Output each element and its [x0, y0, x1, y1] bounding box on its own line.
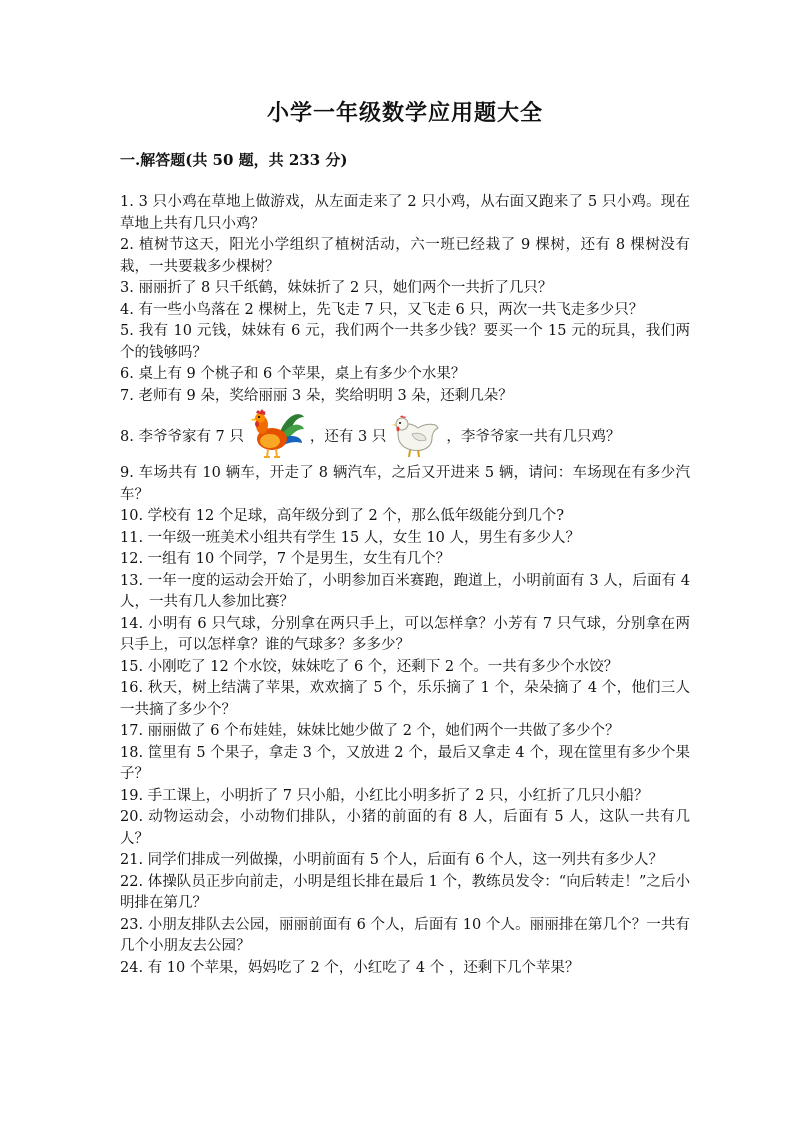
- question-7: 7. 老师有 9 朵，奖给丽丽 3 朵，奖给明明 3 朵，还剩几朵？: [120, 387, 513, 404]
- question-19: 19. 手工课上，小明折了 7 只小船，小红比小明多折了 2 只，小红折了几只小船？: [120, 787, 649, 804]
- question-12: 12. 一组有 10 个同学，7 个是男生，女生有几个？: [120, 551, 451, 567]
- question-20: 20. 动物运动会，小动物们排队，小猪的前面的有 8 人，后面有 5 人，这队一共有几人？: [120, 809, 690, 847]
- question-15: 15. 小刚吃了 12 个水饺，妹妹吃了 6 个，还剩下 2 个。一共有多少个水饺？: [120, 658, 619, 675]
- question-22: 22. 体操队员正步向前走，小明是组长排在最后 1 个，教练员发令：“向后转走！”之后小明排在第几？: [120, 873, 690, 911]
- question-3: 3. 丽丽折了 8 只千纸鹤，妹妹折了 2 只，她们两个一共折了几只？: [120, 280, 553, 296]
- question-11: 11. 一年级一班美术小组共有学生 15 人，女生 10 人，男生有多少人？: [120, 529, 581, 546]
- question-list: [120, 192, 690, 979]
- page-title: 小学一年级数学应用题大全: [266, 100, 543, 126]
- question-17: 17. 丽丽做了 6 个布娃娃，妹妹比她少做了 2 个，她们两个一共做了多少个？: [120, 723, 620, 739]
- question-16: 16. 秋天，树上结满了苹果，欢欢摘了 5 个，乐乐摘了 1 个，朵朵摘了 4 个，他们三人一共摘了多少个？: [120, 680, 690, 718]
- rooster-icon: [248, 407, 306, 463]
- question-24: 24. 有 10 个苹果，妈妈吃了 2 个，小红吃了 4 个 ，还剩下几个苹果？: [120, 959, 580, 976]
- question-23: 23. 小朋友排队去公园，丽丽前面有 6 个人，后面有 10 个人。丽丽排在第几个？一共有几个小朋友去公园？: [120, 916, 690, 954]
- question-13: 13. 一年一度的运动会开始了，小明参加百米赛跑，跑道上，小明前面有 3 人，后面有 4 人，一共有几人参加比赛？: [120, 572, 690, 610]
- question-8: [120, 407, 690, 463]
- question-10: 10. 学校有 12 个足球，高年级分到了 2 个，那么低年级能分到几个?: [120, 508, 565, 524]
- question-18: 18. 筐里有 5 个果子，拿走 3 个，又放进 2 个，最后又拿走 4 个，现在筐里有多少个果子？: [120, 744, 690, 782]
- question-2: 2. 植树节这天，阳光小学组织了植树活动，六一班已经栽了 9 棵树，还有 8 棵树没有栽，一共要栽多少棵树？: [120, 237, 690, 275]
- question-8-part1: 8. 李爷爷家有 7 只: [120, 428, 244, 445]
- question-14: 14. 小明有 6 只气球，分别拿在两只手上，可以怎样拿？小芳有 7 只气球，分别拿在两只手上，可以怎样拿？谁的气球多？多多少？: [120, 615, 690, 653]
- question-5: 5. 我有 10 元钱，妹妹有 6 元，我们两个一共多少钱？要买一个 15 元的玩具，我们两个的钱够吗？: [120, 323, 690, 361]
- question-8-part3: ，李爷爷家一共有几只鸡？: [446, 428, 621, 445]
- question-8-part2: ，还有 3 只: [309, 428, 387, 445]
- document-page: [120, 0, 690, 979]
- question-1: 1. 3 只小鸡在草地上做游戏，从左面走来了 2 只小鸡，从右面又跑来了 5 只小鸡。现在草地上共有几只小鸡？: [120, 194, 690, 232]
- hen-icon: [390, 408, 442, 462]
- question-4: 4. 有一些小鸟落在 2 棵树上，先飞走 7 只，又飞走 6 只，两次一共飞走多少只？: [120, 301, 644, 318]
- question-6: 6. 桌上有 9 个桃子和 6 个苹果，桌上有多少个水果？: [120, 366, 466, 382]
- question-21: 21. 同学们排成一列做操，小明前面有 5 个人，后面有 6 个人，这一列共有多少人？: [120, 852, 664, 868]
- question-9: 9. 车场共有 10 辆车，开走了 8 辆汽车，之后又开进来 5 辆，请问：车场现在有多少汽车？: [120, 465, 690, 503]
- section-header: 一.解答题(共 50 题，共 233 分): [120, 151, 348, 169]
